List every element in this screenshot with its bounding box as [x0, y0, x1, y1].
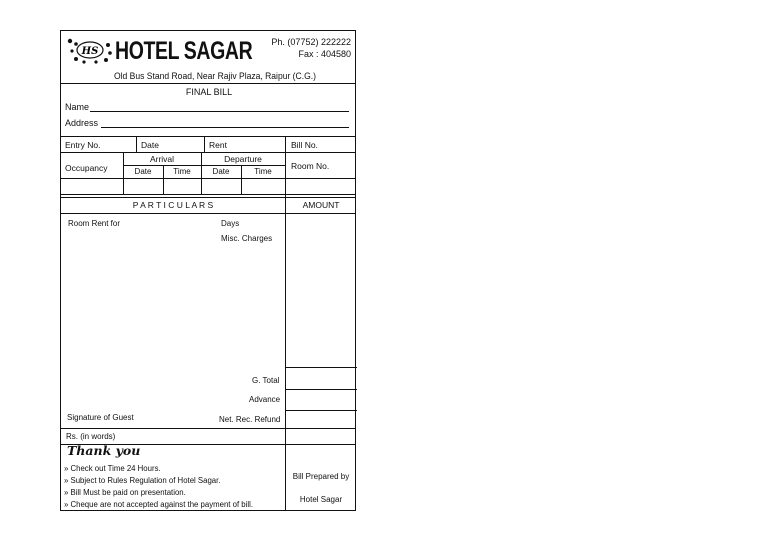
divider — [285, 410, 357, 411]
note-item: » Check out Time 24 Hours. — [64, 464, 161, 473]
note-item: » Bill Must be paid on presentation. — [64, 488, 186, 497]
hotel-logo — [66, 37, 114, 65]
bill-prepared-by-label: Bill Prepared by — [292, 472, 350, 481]
date-label: Date — [141, 140, 159, 150]
room-rent-label: Room Rent for — [68, 219, 121, 228]
note-item: » Subject to Rules Regulation of Hotel Sagar. — [64, 476, 221, 485]
divider — [163, 165, 164, 194]
divider — [61, 152, 355, 153]
divider — [136, 136, 137, 152]
divider — [61, 197, 355, 198]
arrival-label: Arrival — [149, 154, 175, 164]
hotel-address: Old Bus Stand Road, Near Rajiv Plaza, Raipur (C.G.) — [114, 71, 316, 82]
name-label: Name — [65, 102, 90, 112]
hotel-sign-label: Hotel Sagar — [299, 495, 343, 504]
logo-monogram: HS — [81, 46, 99, 57]
entry-no-label: Entry No. — [65, 140, 101, 150]
divider — [61, 213, 355, 214]
divider — [61, 136, 355, 137]
g-total-label: G. Total — [252, 376, 280, 385]
departure-date-label: Date — [212, 167, 230, 176]
contact-info — [271, 37, 351, 60]
departure-label: Departure — [224, 154, 262, 164]
final-bill-form — [60, 30, 356, 511]
amount-heading: AMOUNT — [302, 200, 340, 210]
hotel-name: HOTEL SAGAR — [115, 37, 253, 65]
divider — [201, 152, 202, 194]
days-label: Days — [221, 219, 240, 228]
divider — [285, 389, 357, 390]
thank-you-text: Thank you — [67, 443, 141, 458]
divider — [123, 152, 124, 194]
bill-no-label: Bill No. — [291, 140, 318, 150]
address-field-line[interactable] — [101, 127, 349, 128]
arrival-time-label: Time — [173, 167, 191, 176]
divider — [61, 178, 355, 179]
departure-time-label: Time — [254, 167, 272, 176]
divider — [285, 367, 357, 368]
room-no-label: Room No. — [291, 161, 330, 171]
misc-charges-label: Misc. Charges — [221, 234, 273, 243]
net-rec-refund-label: Net. Rec. Refund — [219, 415, 281, 424]
divider — [241, 165, 242, 194]
amount-column-divider — [285, 136, 286, 446]
divider — [61, 83, 355, 84]
address-label: Address — [65, 118, 99, 128]
note-item: » Cheque are not accepted against the payment of bill. — [64, 500, 253, 509]
signature-label: Signature of Guest — [67, 413, 134, 422]
rs-in-words-label: Rs. (in words) — [66, 432, 116, 441]
divider — [61, 428, 355, 429]
name-field-line[interactable] — [90, 111, 349, 112]
occupancy-label: Occupancy — [65, 163, 108, 173]
rent-label: Rent — [209, 140, 227, 150]
fax-number: Fax : 404580 — [298, 48, 351, 59]
advance-label: Advance — [249, 395, 281, 404]
phone-number: Ph. (07752) 222222 — [271, 37, 351, 47]
divider — [204, 136, 205, 152]
divider — [123, 165, 285, 166]
divider — [61, 194, 355, 195]
bill-title: FINAL BILL — [185, 87, 233, 97]
arrival-date-label: Date — [134, 167, 152, 176]
particulars-heading: P A R T I C U L A R S — [132, 200, 214, 210]
